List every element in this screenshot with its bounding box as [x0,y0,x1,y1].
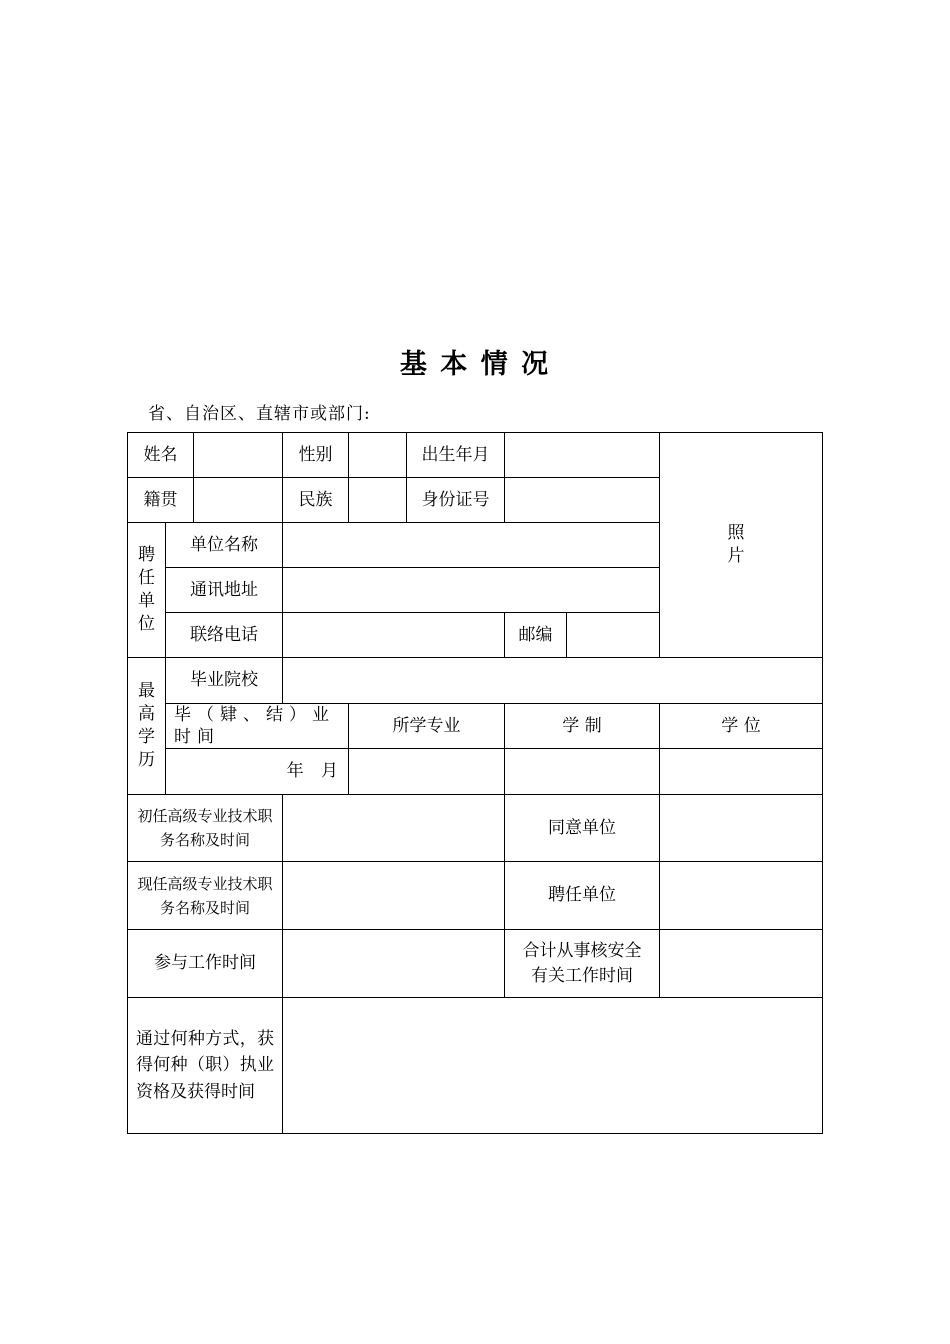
id-number-input[interactable] [505,478,659,522]
employer-group-label: 聘 任 单 位 [138,545,155,634]
agreeing-unit-label: 同意单位 [548,817,616,838]
province-label: 省、自治区、直辖市或部门: [148,404,371,424]
major-label: 所学专业 [392,715,461,736]
education-group-label: 最 高 学 历 [138,681,155,770]
photo-label-1: 照 [727,523,745,544]
degree-input[interactable] [660,749,822,794]
work-start-input[interactable] [283,930,504,997]
phone-input[interactable] [283,613,504,657]
work-start-label: 参与工作时间 [154,953,256,974]
birth-input[interactable] [505,433,659,477]
birth-label: 出生年月 [421,444,490,465]
mail-address-label: 通讯地址 [190,579,258,600]
photo-box[interactable] [660,433,822,657]
gender-label: 性别 [298,444,333,465]
native-place-label: 籍贯 [143,489,178,510]
qualification-method-label: 通过何种方式，获得何种（职）执业资格及获得时间 [136,1028,274,1102]
mail-address-input[interactable] [283,568,659,612]
study-length-input[interactable] [505,749,659,794]
degree-label: 学 位 [721,715,761,736]
postcode-label: 邮编 [518,624,553,645]
page-title: 基 本 情 况 [399,349,551,380]
first-senior-title-input[interactable] [283,795,504,861]
nuclear-work-time-label: 合计从事核安全有关工作时间 [522,940,642,986]
school-label: 毕业院校 [190,670,258,691]
native-place-input[interactable] [194,478,282,522]
nuclear-work-time-input[interactable] [660,930,822,997]
name-label: 姓名 [143,444,178,465]
gender-input[interactable] [349,433,406,477]
name-input[interactable] [194,433,282,477]
employing-unit-input[interactable] [660,862,822,929]
id-number-label: 身份证号 [421,489,490,510]
school-input[interactable] [283,658,822,703]
current-senior-title-label: 现任高级专业技术职务名称及时间 [137,874,273,917]
postcode-input[interactable] [567,613,659,657]
current-senior-title-input[interactable] [283,862,504,929]
graduation-date-input[interactable]: 年 月 [286,761,338,782]
qualification-method-input[interactable] [283,998,822,1133]
unit-name-input[interactable] [283,523,659,567]
employing-unit-label: 聘任单位 [548,885,616,906]
first-senior-title-label: 初任高级专业技术职务名称及时间 [137,807,273,849]
photo-label-2: 片 [727,546,745,566]
study-length-label: 学 制 [562,715,602,736]
ethnicity-label: 民族 [298,489,333,510]
phone-label: 联络电话 [190,624,258,645]
major-input[interactable] [349,749,504,794]
ethnicity-input[interactable] [349,478,406,522]
agreeing-unit-input[interactable] [660,795,822,861]
graduation-time-label: 毕（肄、结）业时间 [174,704,335,747]
unit-name-label: 单位名称 [190,534,258,555]
